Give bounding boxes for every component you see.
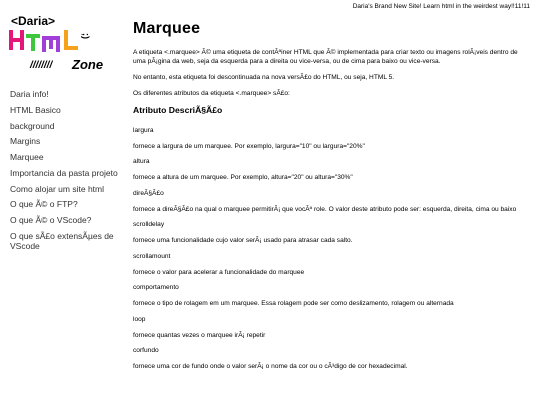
- attribute-list: [133, 127, 528, 372]
- logo-slashes: ////////: [30, 60, 53, 71]
- sidebar-item-vscode-extensions[interactable]: O que sÃ£o extensÃµes de VScode: [10, 230, 114, 251]
- attribute-description: fornece quantas vezes o marquee irÃ¡ repetir: [133, 331, 266, 339]
- attribute-name: loop: [133, 315, 146, 323]
- logo-zone-text: Zone: [72, 57, 104, 72]
- attribute-description: fornece o tipo de rolagem em um marquee. Essa rolagem pode ser como deslizamento, rolagem ou alternada: [133, 300, 454, 308]
- sidebar-item-margins[interactable]: Margins: [10, 136, 41, 147]
- deprecation-paragraph: No entanto, esta etiqueta foi descontinuada na nova versÃ£o do HTML, ou seja, HTML 5.: [133, 73, 395, 81]
- main-content: [133, 18, 528, 379]
- attribute-name: largura: [133, 126, 154, 134]
- attribute-description: fornece uma cor de fundo onde o valor serÃ¡ o nome da cor ou o cÃ³digo de cor hexadecimal.: [133, 363, 408, 371]
- attribute-name: altura: [133, 158, 150, 166]
- attribute-description: fornece a altura de um marquee. Por exemplo, altura="20" ou altura="30%": [133, 174, 353, 182]
- attribute-description: fornece a largura de um marquee. Por exemplo, largura="10" ou largura="20%": [133, 142, 365, 150]
- attributes-heading: Atributo DescriÃ§Ã£o: [133, 105, 223, 116]
- page-title: Marquee: [133, 20, 201, 37]
- attribute-name: corfundo: [133, 347, 159, 355]
- sidebar-item-html-basico[interactable]: HTML Basico: [10, 104, 61, 115]
- attribute-description: fornece o valor para acelerar a funcionalidade do marquee: [133, 268, 305, 276]
- attribute-name: comportamento: [133, 284, 179, 292]
- intro-paragraph: A etiqueta <.marquee> Ã© uma etiqueta de contÃªiner HTML que Ã© implementada para criar texto ou imagens rolÃ¡veis dentro de uma pÃ¡gina da web, seja da esquerda para a direita ou vice-versa, ou de cima para baixo ou vice-versa.: [133, 49, 518, 66]
- sidebar-item-vscode[interactable]: O que Ã© o VScode?: [10, 215, 92, 226]
- logo-daria-text: <Daria>: [11, 14, 56, 28]
- logo-wink: ;): [81, 33, 91, 39]
- logo-html-letters: [9, 30, 78, 52]
- attribute-name: scrolldelay: [133, 221, 165, 229]
- sidebar-item-background[interactable]: background: [10, 120, 55, 131]
- site-tagline: Daria's Brand New Site! Learn html in the weirdest way!!11!11: [352, 3, 530, 10]
- sidebar-item-daria-info[interactable]: Daria info!: [10, 89, 49, 99]
- attribute-description: fornece a direÃ§Ã£o na qual o marquee permitirÃ¡ que vocÃª role. O valor deste atributo pode ser: esquerda, direita, cima ou baixo: [133, 205, 517, 213]
- attributes-intro: Os diferentes atributos da etiqueta <.marquee> sÃ£o:: [133, 89, 290, 97]
- sidebar-item-alojar-site[interactable]: Como alojar um site html: [10, 183, 105, 194]
- sidebar-nav: [10, 90, 128, 257]
- attribute-name: direÃ§Ã£o: [133, 189, 164, 197]
- daria-html-zone-logo: [6, 12, 114, 82]
- attribute-description: fornece uma funcionalidade cujo valor serÃ¡ usado para atrasar cada salto.: [133, 237, 353, 245]
- sidebar-item-marquee[interactable]: Marquee: [10, 152, 44, 163]
- attribute-name: scrollamount: [133, 252, 171, 260]
- sidebar-item-ftp[interactable]: O que Ã© o FTP?: [10, 199, 78, 210]
- sidebar-item-importancia-pasta[interactable]: Importancia da pasta projeto: [10, 167, 118, 178]
